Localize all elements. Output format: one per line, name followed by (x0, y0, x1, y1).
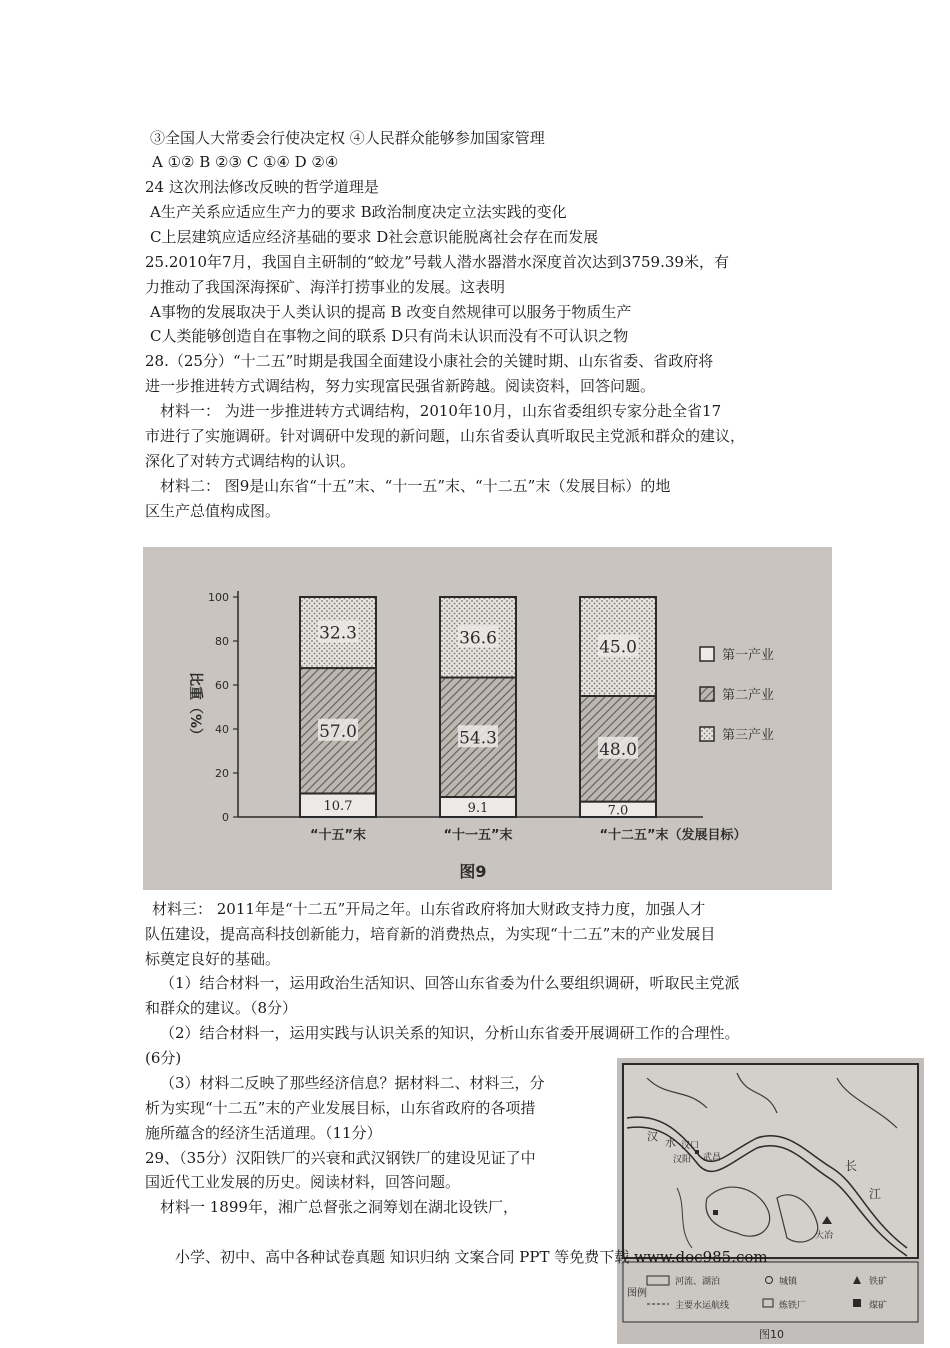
y-tick-label-4: 80 (215, 635, 229, 648)
line-15: 材料二： 图9是山东省“十五”末、“十一五”末、“十二五”末（发展目标）的地 (160, 477, 671, 495)
map-legend-iron: 铁矿 (869, 1277, 888, 1287)
line-24: （3）材料二反映了那些经济信息？据材料二、材料三，分 (160, 1074, 545, 1092)
value-label-0-1: 57.0 (319, 721, 357, 742)
figure-9-chart (143, 547, 832, 890)
stacked-bar-chart (143, 547, 832, 890)
line-22: （2）结合材料一，运用实践与认识关系的知识，分析山东省委开展调研工作的合理性。 (160, 1024, 740, 1042)
line-28: 国近代工业发展的历史。阅读材料，回答问题。 (145, 1173, 461, 1191)
line-16: 区生产总值构成图。 (145, 502, 281, 520)
legend-swatch-2 (700, 727, 714, 741)
line-18: 队伍建设，提高高科技创新能力，培育新的消费热点，为实现“十二五”末的产业发展目 (145, 925, 716, 943)
line-3: 24 这次刑法修改反映的哲学道理是 (145, 178, 379, 196)
value-label-0-0: 10.7 (323, 799, 353, 815)
chart-caption: 图9 (459, 862, 487, 881)
x-tick-label-0: “十五”末 (309, 828, 367, 843)
legend-label-1: 第二产业 (722, 688, 775, 703)
y-tick-label-0: 0 (222, 811, 229, 824)
map-legend-rivers: 河流、湖泊 (675, 1277, 721, 1287)
map-legend-shipping: 主要水运航线 (675, 1301, 730, 1311)
map-legend-smelter: 炼铁厂 (779, 1301, 807, 1311)
map-caption: 图10 (759, 1328, 784, 1341)
legend-label-0: 第一产业 (722, 648, 775, 663)
map-label-daye: 大冶 (815, 1231, 834, 1241)
line-9: C人类能够创造自在事物之间的联系 D只有尚未认识而没有不可认识之物 (150, 327, 629, 345)
line-26: 施所蕴含的经济生活道理。（11分） (145, 1124, 382, 1142)
map-legend-title: 图例 (627, 1288, 647, 1299)
line-8: A事物的发展取决于人类认识的提高 B 改变自然规律可以服务于物质生产 (150, 303, 632, 321)
y-tick-label-2: 40 (215, 723, 229, 736)
y-axis-title: 比重（%） (187, 671, 203, 743)
map-label-jiang: 江 (869, 1187, 882, 1201)
line-29: 材料一 1899年，湘广总督张之洞筹划在湖北设铁厂， (160, 1198, 518, 1216)
y-tick-label-5: 100 (208, 591, 229, 604)
line-17: 材料三： 2011年是“十二五”开局之年。山东省政府将加大财政支持力度，加强人才 (152, 900, 706, 918)
map-label-hankou: 汉口 (681, 1141, 700, 1151)
line-11: 进一步推进转方式调结构，努力实现富民强省新跨越。阅读资料，回答问题。 (145, 377, 656, 395)
line-12: 材料一： 为进一步推进转方式调结构，2010年10月，山东省委组织专家分赴全省17 (160, 402, 722, 420)
y-tick-label-1: 20 (215, 767, 229, 780)
line-13: 市进行了实施调研。针对调研中发现的新问题，山东省委认真听取民主党派和群众的建议， (145, 427, 746, 445)
figure-10-map (617, 1058, 924, 1344)
map-label-wuchang: 武昌 (703, 1153, 722, 1163)
value-label-1-0: 9.1 (467, 800, 489, 816)
value-label-2-1: 48.0 (599, 739, 637, 760)
line-1: ③全国人大常委会行使决定权 ④人民群众能够参加国家管理 (150, 129, 545, 147)
legend-swatch-1 (700, 687, 714, 701)
map-graphic (617, 1058, 924, 1344)
line-10: 28.（25分）“十二五”时期是我国全面建设小康社会的关键时期、山东省委、省政府将 (145, 352, 714, 370)
footer-text: 小学、初中、高中各种试卷真题 知识归纳 文案合同 PPT 等免费下载 www.doc985.com (175, 1248, 768, 1266)
map-label-chang: 长 (845, 1159, 858, 1173)
line-21: 和群众的建议。（8分） (145, 999, 298, 1017)
line-2: A ①② B ②③ C ①④ D ②④ (152, 153, 339, 171)
value-label-1-2: 36.6 (459, 628, 497, 649)
x-tick-label-2: “十二五”末（发展目标） (599, 828, 747, 843)
line-19: 标奠定良好的基础。 (145, 950, 281, 968)
map-label-han: 汉 (647, 1130, 658, 1143)
y-tick-label-3: 60 (215, 679, 229, 692)
line-23: (6分) (145, 1049, 182, 1067)
line-7: 力推动了我国深海探矿、海洋打捞事业的发展。这表明 (145, 278, 506, 296)
line-20: （1）结合材料一，运用政治生活知识、回答山东省委为什么要组织调研，听取民主党派 (160, 974, 740, 992)
value-label-0-2: 32.3 (319, 623, 357, 644)
legend-label-2: 第三产业 (722, 728, 775, 743)
legend-swatch-0 (700, 647, 714, 661)
map-legend-towns: 城镇 (779, 1277, 798, 1287)
map-label-shui: 水 (665, 1136, 676, 1149)
line-4: A生产关系应适应生产力的要求 B政治制度决定立法实践的变化 (150, 203, 567, 221)
x-tick-label-1: “十一五”末 (443, 828, 513, 843)
line-27: 29、（35分）汉阳铁厂的兴衰和武汉钢铁厂的建设见证了中 (145, 1149, 536, 1167)
map-legend-coal: 煤矿 (869, 1301, 888, 1311)
line-25: 析为实现“十二五”末的产业发展目标，山东省政府的各项措 (145, 1099, 536, 1117)
line-6: 25.2010年7月，我国自主研制的“蛟龙”号载人潜水器潜水深度首次达到3759.39米，有 (145, 253, 729, 271)
line-14: 深化了对转方式调结构的认识。 (145, 452, 356, 470)
value-label-1-1: 54.3 (459, 728, 497, 749)
value-label-2-2: 45.0 (599, 637, 637, 658)
value-label-2-0: 7.0 (607, 803, 629, 819)
map-label-hanyang: 汉阳 (673, 1155, 692, 1165)
line-5: C上层建筑应适应经济基础的要求 D社会意识能脱离社会存在而发展 (150, 228, 599, 246)
